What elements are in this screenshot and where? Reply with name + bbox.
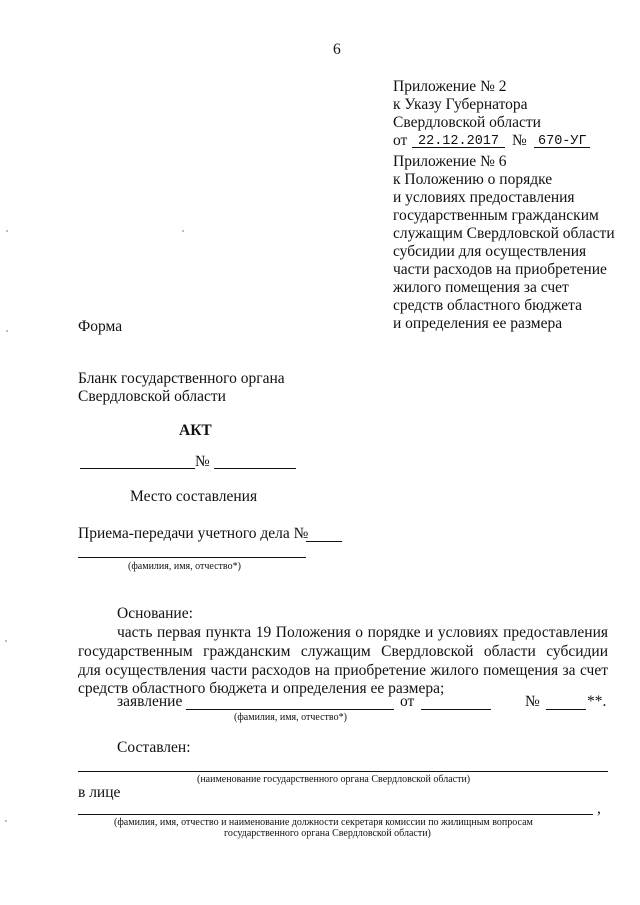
- org-field: [78, 771, 608, 772]
- scan-speck: [5, 820, 7, 822]
- basis-line: государственным гражданским служащим Свердловской области субсидии: [78, 643, 608, 660]
- act-number-field: [214, 468, 296, 469]
- annex2-date-underline: [412, 147, 505, 148]
- act-number-sign: №: [195, 453, 210, 470]
- annex6-line: Приложение № 6: [393, 153, 507, 170]
- page-number: 6: [333, 41, 341, 58]
- annex6-line: жилого помещения за счет: [393, 279, 569, 296]
- annex2-title: Приложение № 2: [393, 78, 507, 95]
- place-label: Место составления: [130, 488, 258, 505]
- basis-label: Основание:: [117, 605, 193, 622]
- transfer-label: Приема-передачи учетного дела №: [78, 525, 309, 542]
- fio-field: [78, 557, 306, 558]
- statement-num-sign: №: [525, 693, 540, 710]
- annex6-line: части расходов на приобретение: [393, 261, 607, 278]
- annex6-line: и условиях предоставления: [393, 189, 575, 206]
- annex2-num-underline: [534, 147, 590, 148]
- scan-speck: [6, 230, 8, 232]
- annex2-date: 22.12.2017: [418, 134, 500, 149]
- statement-num-field: [546, 709, 586, 710]
- form-label: Форма: [78, 318, 123, 335]
- annex6-line: к Положению о порядке: [393, 171, 553, 188]
- annex6-line: и определения ее размера: [393, 315, 563, 332]
- basis-line: средств областного бюджета и определения ее размера;: [78, 680, 445, 697]
- scan-speck: [5, 640, 7, 642]
- scan-speck: [182, 230, 184, 232]
- secretary-comma: ,: [597, 800, 601, 817]
- statement-stars: **.: [587, 693, 607, 710]
- act-title: АКТ: [179, 422, 212, 439]
- blank-line-1: Бланк государственного органа: [78, 370, 285, 387]
- basis-line: часть первая пункта 19 Положения о порядке и условиях предоставления: [117, 624, 608, 641]
- annex2-num-prefix: №: [512, 132, 527, 149]
- statement-fio-field: [186, 709, 394, 710]
- basis-line: для осуществления части расходов на приобретение жилого помещения за счет: [78, 662, 608, 679]
- secretary-field: [78, 814, 593, 815]
- statement-fio-caption: (фамилия, имя, отчество*): [234, 712, 347, 723]
- fio-caption: (фамилия, имя, отчество*): [128, 561, 241, 572]
- statement-date-field: [421, 709, 491, 710]
- act-date-field: [80, 468, 195, 469]
- in-person-label: в лице: [78, 784, 121, 801]
- annex6-line: средств областного бюджета: [393, 297, 582, 314]
- org-caption: (наименование государственного органа Свердловской области): [197, 774, 471, 785]
- annex2-date-prefix: от: [393, 132, 408, 149]
- compiled-label: Составлен:: [117, 739, 191, 756]
- annex6-line: государственным гражданским: [393, 207, 599, 224]
- scan-speck: [6, 330, 8, 332]
- annex2-region: Свердловской области: [393, 114, 541, 131]
- annex6-line: субсидии для осуществления: [393, 243, 587, 260]
- annex2-decree-ref: к Указу Губернатора: [393, 96, 528, 113]
- transfer-number-field: [306, 541, 342, 542]
- blank-line-2: Свердловской области: [78, 388, 226, 405]
- annex2-num: 670-УГ: [538, 134, 587, 149]
- annex6-line: служащим Свердловской области: [393, 225, 615, 242]
- statement-label: заявление: [117, 693, 183, 710]
- secretary-caption-1: (фамилия, имя, отчество и наименование должности секретаря комиссии по жилищным вопросам: [114, 817, 533, 828]
- statement-from: от: [400, 693, 415, 710]
- secretary-caption-2: государственного органа Свердловской области): [224, 828, 431, 839]
